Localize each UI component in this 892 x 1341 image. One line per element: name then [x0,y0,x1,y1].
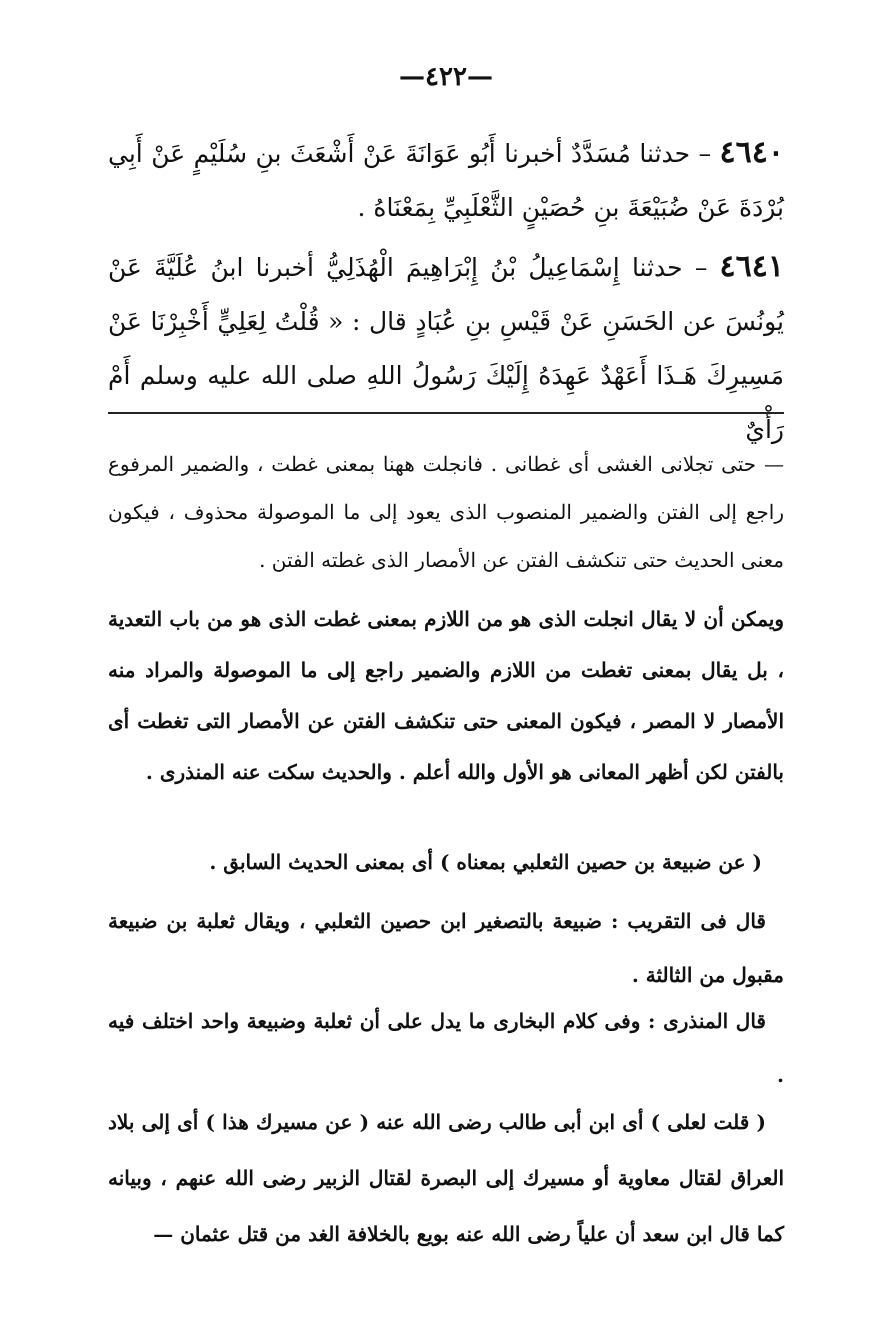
hadith-number: ٤٦٤٠ [719,135,784,170]
commentary-paragraph: قال المنذرى : وفى كلام البخارى ما يدل على أن ثعلبة وضبيعة واحد اختلف فيه . [108,1009,784,1087]
hadith-text: – حدثنا إِسْمَاعِيلُ بْنُ إِبْرَاهِيمَ الْهُذَلِيُّ أخبرنا ابنُ عُلَيَّةَ عَنْ يُونُسَ عن الحَسَنِ عَنْ قَيْسِ بنِ عُبَادٍ قال : « قُلْتُ لِعَلِيٍّ أَخْبِرْنَا عَنْ مَسِيرِكَ هَـذَا أَعَهْدٌ عَهِدَهُ إِلَيْكَ رَسُولُ اللهِ صلى الله عليه وسلم أَمْ رَأْيٌ [108,253,784,444]
commentary-paragraph: قال فى التقريب : ضبيعة بالتصغير ابن حصين الثعلبي ، ويقال ثعلبة بن ضبيعة مقبول من الثالثة . [108,909,784,987]
commentary-paragraph: ( عن ضبيعة بن حصين الثعلبي بمعناه ) أى بمعنى الحديث السابق . [209,850,762,874]
footnote-divider [108,412,784,414]
hadith-text: – حدثنا مُسَدَّدٌ أخبرنا أَبُو عَوَانَةَ عَنْ أَشْعَثَ بنِ سُلَيْمٍ عَنْ أَبِي بُرْدَةَ عَنْ ضُبَيْعَةَ بنِ حُصَيْنٍ الثَّعْلَبِيِّ بِمَعْنَاهُ . [108,139,784,222]
hadith-number: ٤٦٤١ [719,249,784,284]
page-number: —٤٢٢— [399,62,493,92]
hadith-4641 [108,240,784,444]
commentary-paragraph: — حتى تجلانى الغشى أى غطانى . فانجلت ههنا بمعنى غطت ، والضمير المرفوع راجع إلى الفتن والضمير المنصوب الذى يعود إلى ما الموصولة محذوف ، فيكون معنى الحديث حتى تنكشف الفتن عن الأمصار الذى غطته الفتن . [108,452,784,572]
commentary-paragraph: ( قلت لعلى ) أى ابن أبى طالب رضى الله عنه ( عن مسيرك هذا ) أى إلى بلاد العراق لقتال معاوية أو مسيرك إلى البصرة لقتال الزبير رضى الله عنهم ، وبيانه كما قال ابن سعد أن علياً رضى الله عنه بويع بالخلافة الغد من قتل عثمان — [108,1110,784,1246]
hadith-4640 [108,126,784,234]
commentary-paragraph: ويمكن أن لا يقال انجلت الذى هو من اللازم بمعنى غطت الذى هو من باب التعدية ، بل يقال بمعنى تغطت من اللازم والضمير راجع إلى ما الموصولة والمراد منه الأمصار لا المصر ، فيكون المعنى حتى تنكشف الفتن عن الأمصار التى تغطت أى بالفتن لكن أظهر المعانى هو الأول والله أعلم . والحديث سكت عنه المنذرى . [108,607,784,784]
